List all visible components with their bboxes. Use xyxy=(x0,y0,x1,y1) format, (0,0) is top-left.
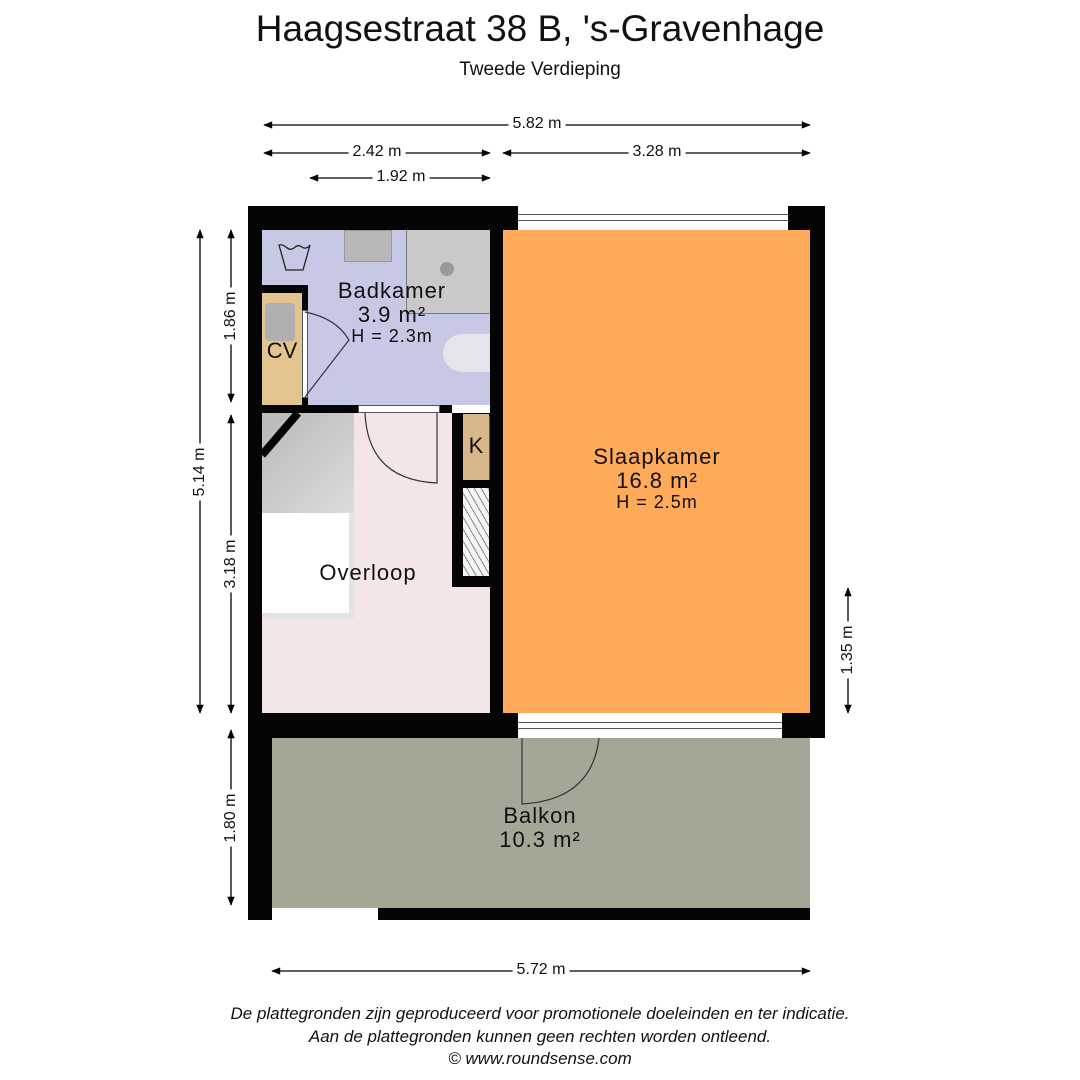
footer-copyright: © www.roundsense.com xyxy=(448,1049,632,1068)
dim-left-middle: 3.18 m xyxy=(222,536,240,593)
label-cv: CV xyxy=(266,338,298,363)
slaapkamer-area: 16.8 m² xyxy=(616,468,698,494)
dim-left-upper: 1.86 m xyxy=(222,288,240,345)
dim-top-total: 5.82 m xyxy=(509,115,566,133)
balkon-area: 10.3 m² xyxy=(499,827,581,853)
slaapkamer-height: H = 2.5m xyxy=(616,492,698,513)
dim-left-lower: 1.80 m xyxy=(222,790,240,847)
label-slaapkamer xyxy=(557,445,757,513)
balkon-name: Balkon xyxy=(503,803,577,828)
badkamer-area: 3.9 m² xyxy=(357,302,427,328)
footer-disclaimer-1: De plattegronden zijn geproduceerd voor promotionele doeleinden en ter indicatie. xyxy=(230,1004,850,1023)
label-kast: K xyxy=(468,433,484,458)
floorplan-title: Haagsestraat 38 B, 's-Gravenhage xyxy=(255,8,825,49)
dim-top-left: 2.42 m xyxy=(349,143,406,161)
label-balkon xyxy=(450,804,630,852)
dim-top-inner: 1.92 m xyxy=(373,168,430,186)
label-badkamer xyxy=(292,279,492,347)
badkamer-name: Badkamer xyxy=(337,278,447,303)
badkamer-height: H = 2.3m xyxy=(351,326,433,347)
dim-right-lower: 1.35 m xyxy=(839,622,857,679)
dim-top-right: 3.28 m xyxy=(629,143,686,161)
footer-disclaimer-2: Aan de plattegronden kunnen geen rechten worden ontleend. xyxy=(308,1027,772,1046)
label-overloop: Overloop xyxy=(319,560,417,585)
slaapkamer-name: Slaapkamer xyxy=(593,444,721,469)
floor-subtitle: Tweede Verdieping xyxy=(459,59,621,80)
dim-bottom-total: 5.72 m xyxy=(513,961,570,979)
dim-left-total: 5.14 m xyxy=(191,444,209,501)
